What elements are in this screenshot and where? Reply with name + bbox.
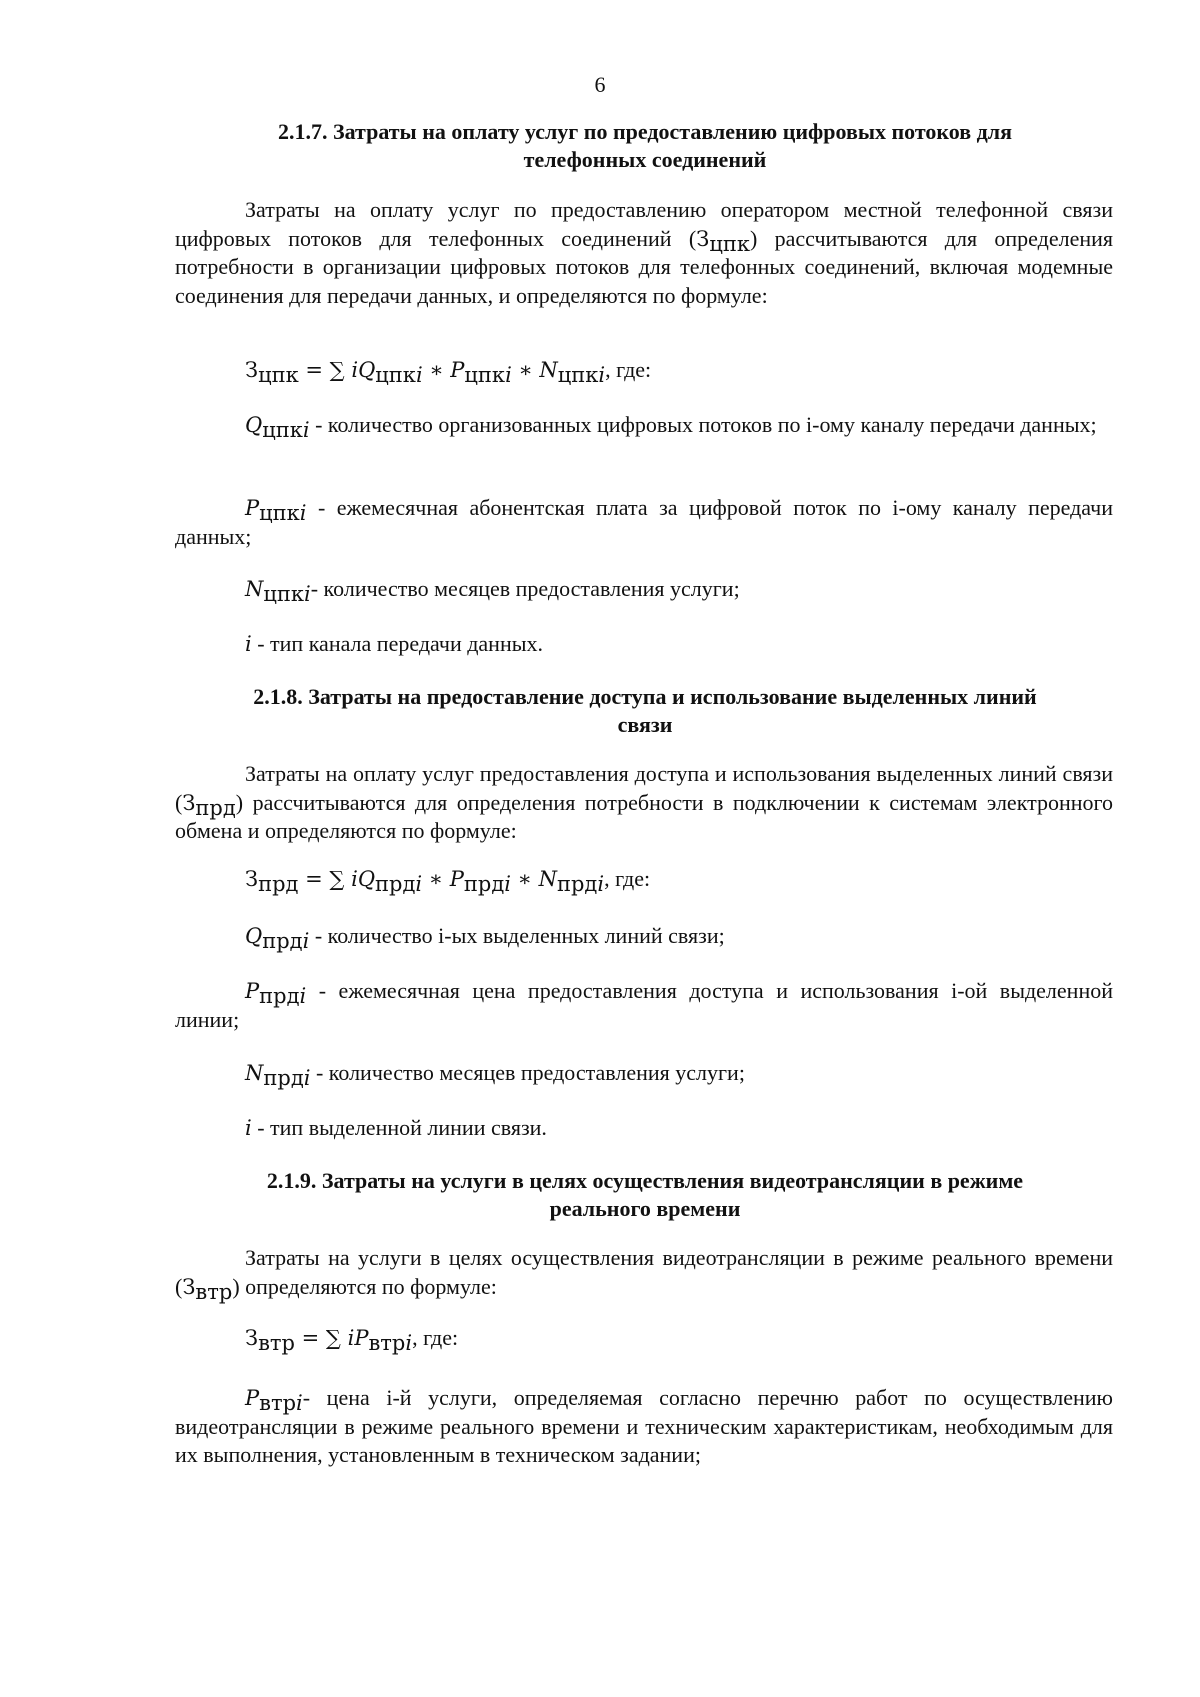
formula-2-1-8: $З_{прд}$ = ∑ $iQ_{прдi}$ ∗ $P_{прдi}$ ∗ $N_{прдi}$, где: bbox=[245, 866, 651, 896]
formula-2-1-9: $З_{втр}$ = ∑ $iP_{втрi}$, где: bbox=[245, 1325, 459, 1355]
section-heading-2-1-9: 2.1.9. Затраты на услуги в целях осуществления видеотрансляции в режиме реального времени bbox=[266, 1168, 1024, 1221]
paragraph-2-1-7-intro: Затраты на оплату услуг по предоставлению оператором местной телефонной связи цифровых потоков для телефонных соединений $(З_{цпк})$ рассчитываются для определения потребности в организации цифровых потоков для телефонных соединений, включая модемные соединения для передачи данных, и определяются по формуле: bbox=[175, 197, 1113, 308]
definition-n-2-1-8: $N_{прдi}$ - количество месяцев предоставления услуги; bbox=[245, 1060, 745, 1090]
definition-n-2-1-7: $N_{цпкi}-$ количество месяцев предоставления услуги; bbox=[245, 576, 740, 606]
section-heading-2-1-7: 2.1.7. Затраты на оплату услуг по предоставлению цифровых потоков для телефонных соединений bbox=[277, 119, 1013, 172]
definition-i-2-1-8: i - тип выделенной линии связи. bbox=[245, 1115, 547, 1140]
definition-i-2-1-7: i - тип канала передачи данных. bbox=[245, 631, 544, 656]
paragraph-2-1-9-intro: Затраты на услуги в целях осуществления видеотрансляции в режиме реального времени $(З_{втр})$ определяются по формуле: bbox=[175, 1245, 1113, 1304]
page-number: 6 bbox=[594, 72, 606, 97]
section-heading-2-1-8: 2.1.8. Затраты на предоставление доступа и использование выделенных линий связи bbox=[253, 684, 1037, 737]
definition-p-2-1-7: $P_{цпкi}$ - ежемесячная абонентская плата за цифровой поток по i-ому каналу передачи данных; bbox=[175, 495, 1113, 549]
definition-q-2-1-8: $Q_{прдi}$ - количество i-ых выделенных линий связи; bbox=[245, 923, 725, 953]
definition-q-2-1-7: $Q_{цпкi}$ - количество организованных цифровых потоков по i-ому каналу передачи данных; bbox=[245, 412, 1097, 442]
paragraph-2-1-8-intro: Затраты на оплату услуг предоставления доступа и использования выделенных линий связи $(З_{прд})$ рассчитываются для определения потребности в подключении к системам электронного обмена и определяются по формуле: bbox=[175, 761, 1113, 843]
definition-p-2-1-9: $P_{втрi}-$ цена i-й услуги, определяемая согласно перечню работ по осуществлению видеотрансляции в режиме реального времени и техническим характеристикам, необходимым для их выполнения, установленным в техническом задании; bbox=[175, 1385, 1113, 1467]
definition-p-2-1-8: $P_{прдi}$ - ежемесячная цена предоставления доступа и использования i-ой выделенной линии; bbox=[175, 978, 1113, 1032]
formula-2-1-7: $З_{цпк}$ = ∑ $iQ_{цпкi}$ ∗ $P_{цпкi}$ ∗ $N_{цпкi}$, где: bbox=[245, 357, 652, 387]
